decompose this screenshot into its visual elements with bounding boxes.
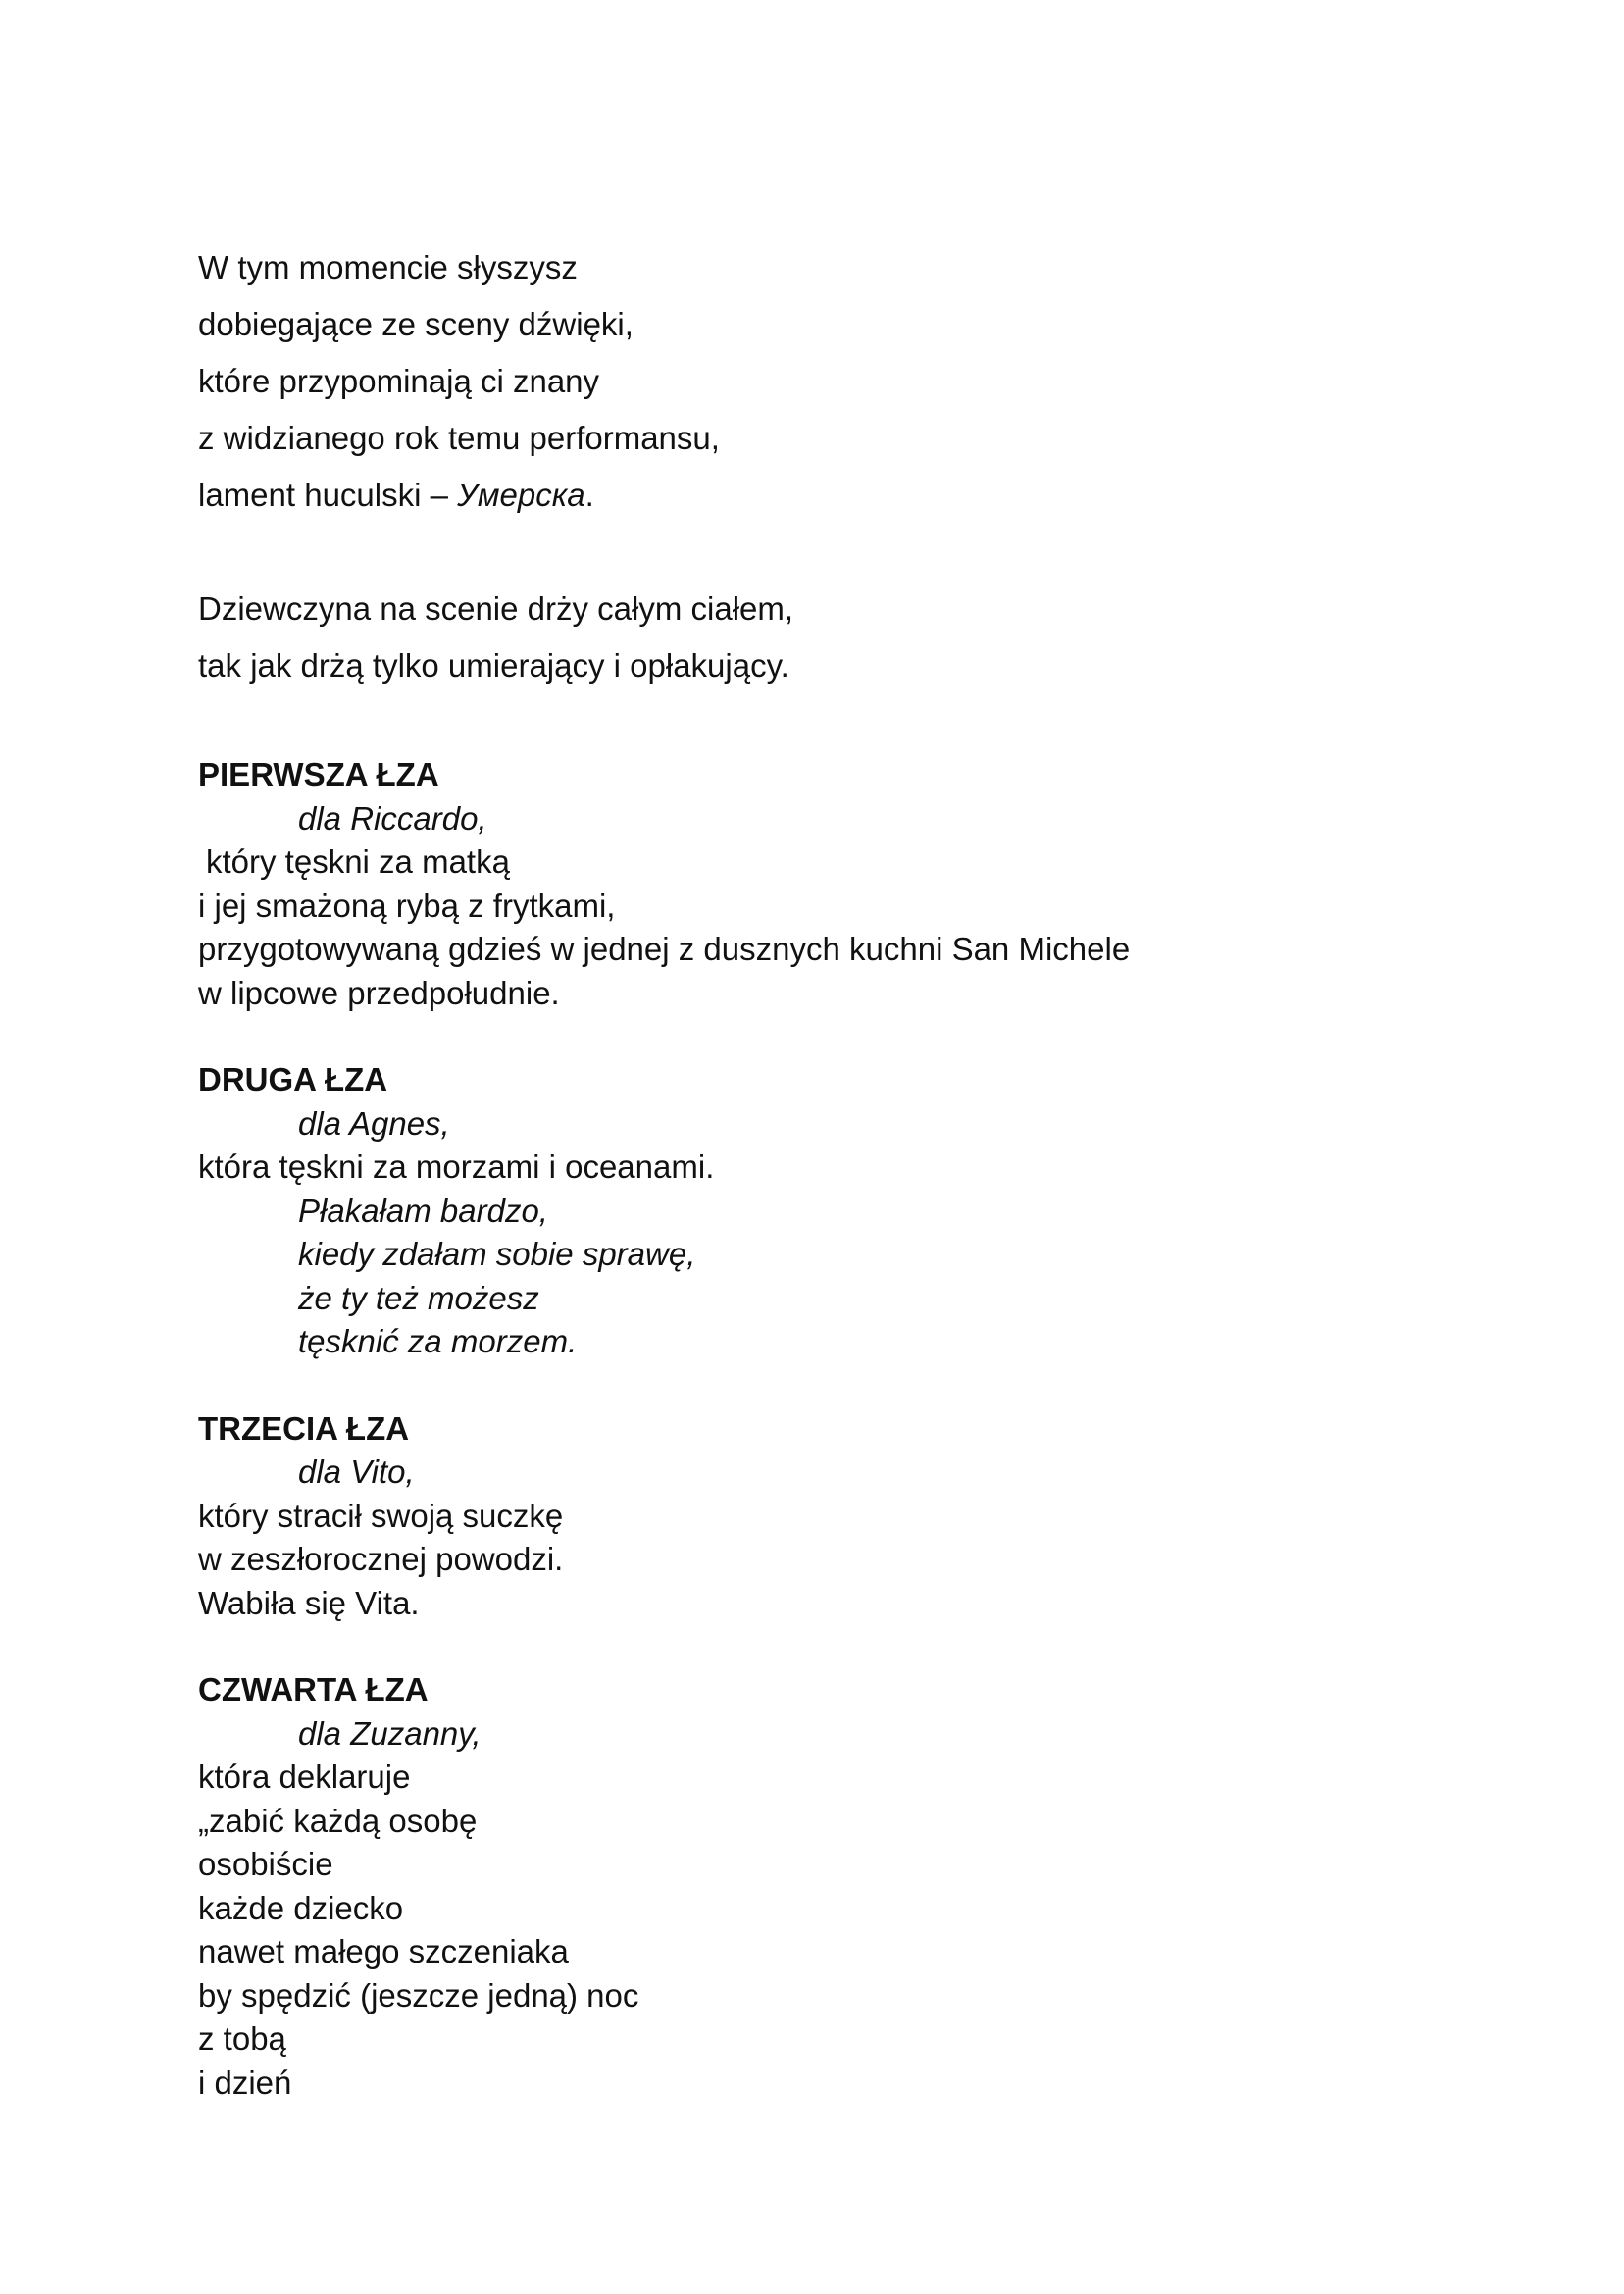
text-line: by spędzić (jeszcze jedną) noc [198,1976,639,2014]
stanza-gap [198,524,1473,581]
tear-dedication: dla Zuzanny, [298,1714,482,1752]
lament-line [198,467,1473,524]
text-line: i dzień [198,2064,292,2101]
tear-second [198,1058,1473,1364]
tear-dedication: dla Vito, [298,1453,415,1490]
text-line: dobiegające ze sceny dźwięki, [198,306,634,342]
italic-line: tęsknić za morzem. [298,1323,578,1359]
lament-prefix: lament huculski – [198,477,458,513]
text-line: „zabić każdą osobę [198,1802,478,1839]
text-line: nawet małego szczeniaka [198,1933,569,1969]
text-line: przygotowywaną gdzieś w jednej z dusznych kuchni San Michele [198,931,1131,967]
text-line: który tęskni za matką [206,843,510,880]
italic-line: Płakałam bardzo, [298,1192,548,1229]
text-line: które przypominają ci znany [198,363,600,399]
text-line: która tęskni za morzami i oceanami. [198,1148,715,1185]
text-line: który stracił swoją suczkę [198,1497,564,1534]
tear-third [198,1407,1473,1626]
tear-heading: DRUGA ŁZA [198,1061,388,1097]
text-line: która deklaruje [198,1759,411,1795]
text-line: Wabiła się Vita. [198,1584,420,1621]
text-line: w lipcowe przedpołudnie. [198,974,560,1011]
tear-fourth [198,1668,1473,2105]
text-line: osobiście [198,1846,333,1882]
text-line: W tym momencie słyszysz [198,249,578,285]
tear-dedication: dla Riccardo, [298,799,487,837]
lament-suffix: . [584,477,594,513]
text-line: tak jak drżą tylko umierający i opłakujący. [198,647,789,684]
tears-section [198,753,1473,2105]
italic-line: kiedy zdałam sobie sprawę, [298,1236,696,1272]
tear-dedication: dla Agnes, [298,1104,450,1142]
text-line: Dziewczyna na scenie drży całym ciałem, [198,590,794,627]
intro-stanza [198,239,1473,694]
text-line: z tobą [198,2020,286,2057]
lament-title: Умерска [457,477,585,513]
tear-heading: TRZECIA ŁZA [198,1409,410,1447]
text-line: w zeszłorocznej powodzi. [198,1541,564,1577]
italic-line: że ty też możesz [298,1279,539,1316]
tear-heading: CZWARTA ŁZA [198,1671,429,1708]
tear-heading: PIERWSZA ŁZA [198,756,439,792]
text-line: i jej smażoną rybą z frytkami, [198,887,616,924]
tear-first [198,753,1473,1015]
text-line: każde dziecko [198,1889,404,1926]
text-line: z widzianego rok temu performansu, [198,420,720,456]
